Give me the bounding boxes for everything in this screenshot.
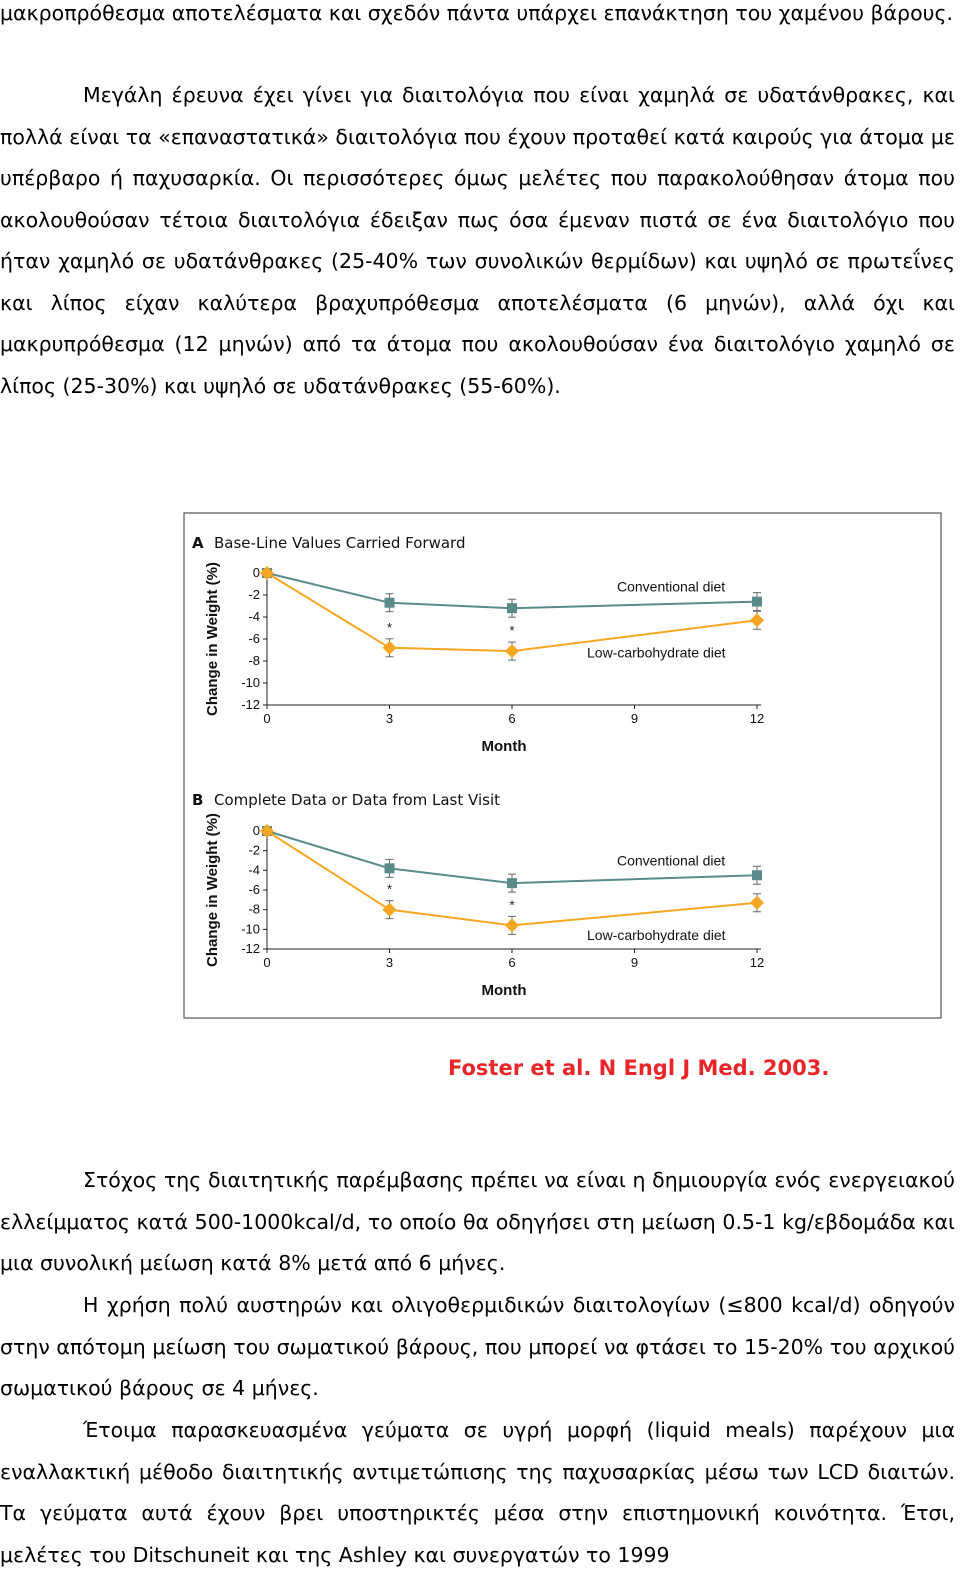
- label-low-carb: Low-carbohydrate diet: [587, 926, 726, 943]
- figure-frame: [184, 513, 941, 1018]
- data-point: [385, 863, 395, 873]
- x-tick-label: 6: [508, 711, 516, 726]
- paragraph-1: μακροπρόθεσμα αποτελέσματα και σχεδόν πάντα υπάρχει επανάκτηση του χαμένου βάρους.: [0, 1, 954, 25]
- y-tick-label: -10: [241, 921, 260, 937]
- weight-change-figure: [84, 500, 944, 1112]
- data-point: [752, 597, 762, 607]
- y-axis-label: Change in Weight (%): [204, 813, 221, 967]
- y-tick-label: 0: [252, 823, 260, 838]
- y-tick-label: -4: [248, 609, 260, 624]
- y-tick-label: -10: [241, 675, 260, 690]
- y-tick-label: -12: [241, 697, 260, 712]
- data-point: [507, 603, 517, 613]
- data-point: [752, 870, 762, 880]
- x-tick-label: 12: [749, 711, 765, 726]
- paragraph-5: Έτοιμα παρασκευασμένα γεύματα σε υγρή μορφή (liquid meals) παρέχουν μια εναλλακτική μέθοδο διαιτητικής αντιμετώπισης της παχυσαρκίας μέσω των LCD διαιτών. Τα γεύματα αυτά έχουν βρει υποστηρικτές μέσα στην επιστημονική κοινότητα. Έτσι, μελέτες του Ditschuneit και της Ashley και συνεργατών το 1999: [0, 1418, 955, 1567]
- data-point: [385, 598, 395, 608]
- y-axis-label: Change in Weight (%): [204, 562, 221, 716]
- y-tick-label: -6: [248, 882, 260, 897]
- label-conventional: Conventional diet: [617, 852, 726, 869]
- figure-citation: Foster et al. N Engl J Med. 2003.: [448, 1056, 830, 1080]
- x-tick-label: 9: [630, 955, 639, 970]
- significance-asterisk: *: [509, 623, 515, 639]
- paragraph-3: Στόχος της διαιτητικής παρέμβασης πρέπει να είναι η δημιουργία ενός ενεργειακού ελλείμματος κατά 500-1000kcal/d, το οποίο θα οδηγήσει στη μείωση 0.5-1 kg/εβδομάδα και μια συνολική μείωση κατά 8% μετά από 6 μήνες.: [0, 1168, 955, 1275]
- x-axis-label: Month: [481, 738, 527, 755]
- panel-title: Base-Line Values Carried Forward: [214, 534, 466, 552]
- significance-asterisk: *: [509, 897, 515, 913]
- y-tick-label: -8: [248, 653, 260, 668]
- y-tick-label: 0: [252, 565, 260, 580]
- x-tick-label: 12: [749, 955, 765, 970]
- y-tick-label: -8: [248, 901, 260, 917]
- panel-letter: A: [192, 534, 204, 552]
- significance-asterisk: *: [386, 619, 393, 635]
- panel-letter: B: [192, 791, 204, 809]
- x-tick-label: 3: [385, 955, 394, 970]
- y-tick-label: -6: [248, 631, 260, 646]
- y-tick-label: -2: [248, 842, 260, 858]
- paragraph-2: Μεγάλη έρευνα έχει γίνει για διαιτολόγια που είναι χαμηλά σε υδατάνθρακες, και πολλά είναι τα «επαναστατικά» διαιτολόγια που έχουν προταθεί κατά καιρούς για άτομα με υπέρβαρο ή παχυσαρκία. Οι περισσότερες όμως μελέτες που παρακολούθησαν άτομα που ακολουθούσαν τέτοια διαιτολόγια έδειξαν πως όσα έμεναν πιστά σε ένα διαιτολόγιο που ήταν χαμηλό σε υδατάνθρακες (25-40% των συνολικών θερμίδων) και υψηλό σε πρωτεΐνες και λίπος είχαν καλύτερα βραχυπρόθεσμα αποτελέσματα (6 μηνών), αλλά όχι και μακρυπρόθεσμα (12 μηνών) από τα άτομα που ακολουθούσαν ένα διαιτολόγιο χαμηλό σε λίπος (25-30%) και υψηλό σε υδατάνθρακες (55-60%).: [0, 83, 955, 398]
- y-tick-label: -12: [241, 941, 260, 956]
- x-tick-label: 3: [385, 711, 394, 726]
- x-tick-label: 0: [263, 955, 271, 970]
- label-conventional: Conventional diet: [617, 578, 726, 595]
- data-point: [507, 878, 517, 888]
- label-low-carb: Low-carbohydrate diet: [587, 644, 726, 661]
- significance-asterisk: *: [386, 881, 393, 897]
- x-tick-label: 6: [508, 955, 516, 970]
- x-tick-label: 9: [630, 711, 639, 726]
- x-tick-label: 0: [263, 711, 271, 726]
- x-axis-label: Month: [481, 982, 527, 999]
- paragraph-4: Η χρήση πολύ αυστηρών και ολιγοθερμιδικών διαιτολογίων (≤800 kcal/d) οδηγούν στην απότομη μείωση του σωματικού βάρους, που μπορεί να φτάσει το 15-20% του αρχικού σωματικού βάρους σε 4 μήνες.: [0, 1293, 955, 1400]
- panel-title: Complete Data or Data from Last Visit: [214, 791, 500, 809]
- y-tick-label: -2: [248, 587, 260, 602]
- y-tick-label: -4: [248, 862, 260, 878]
